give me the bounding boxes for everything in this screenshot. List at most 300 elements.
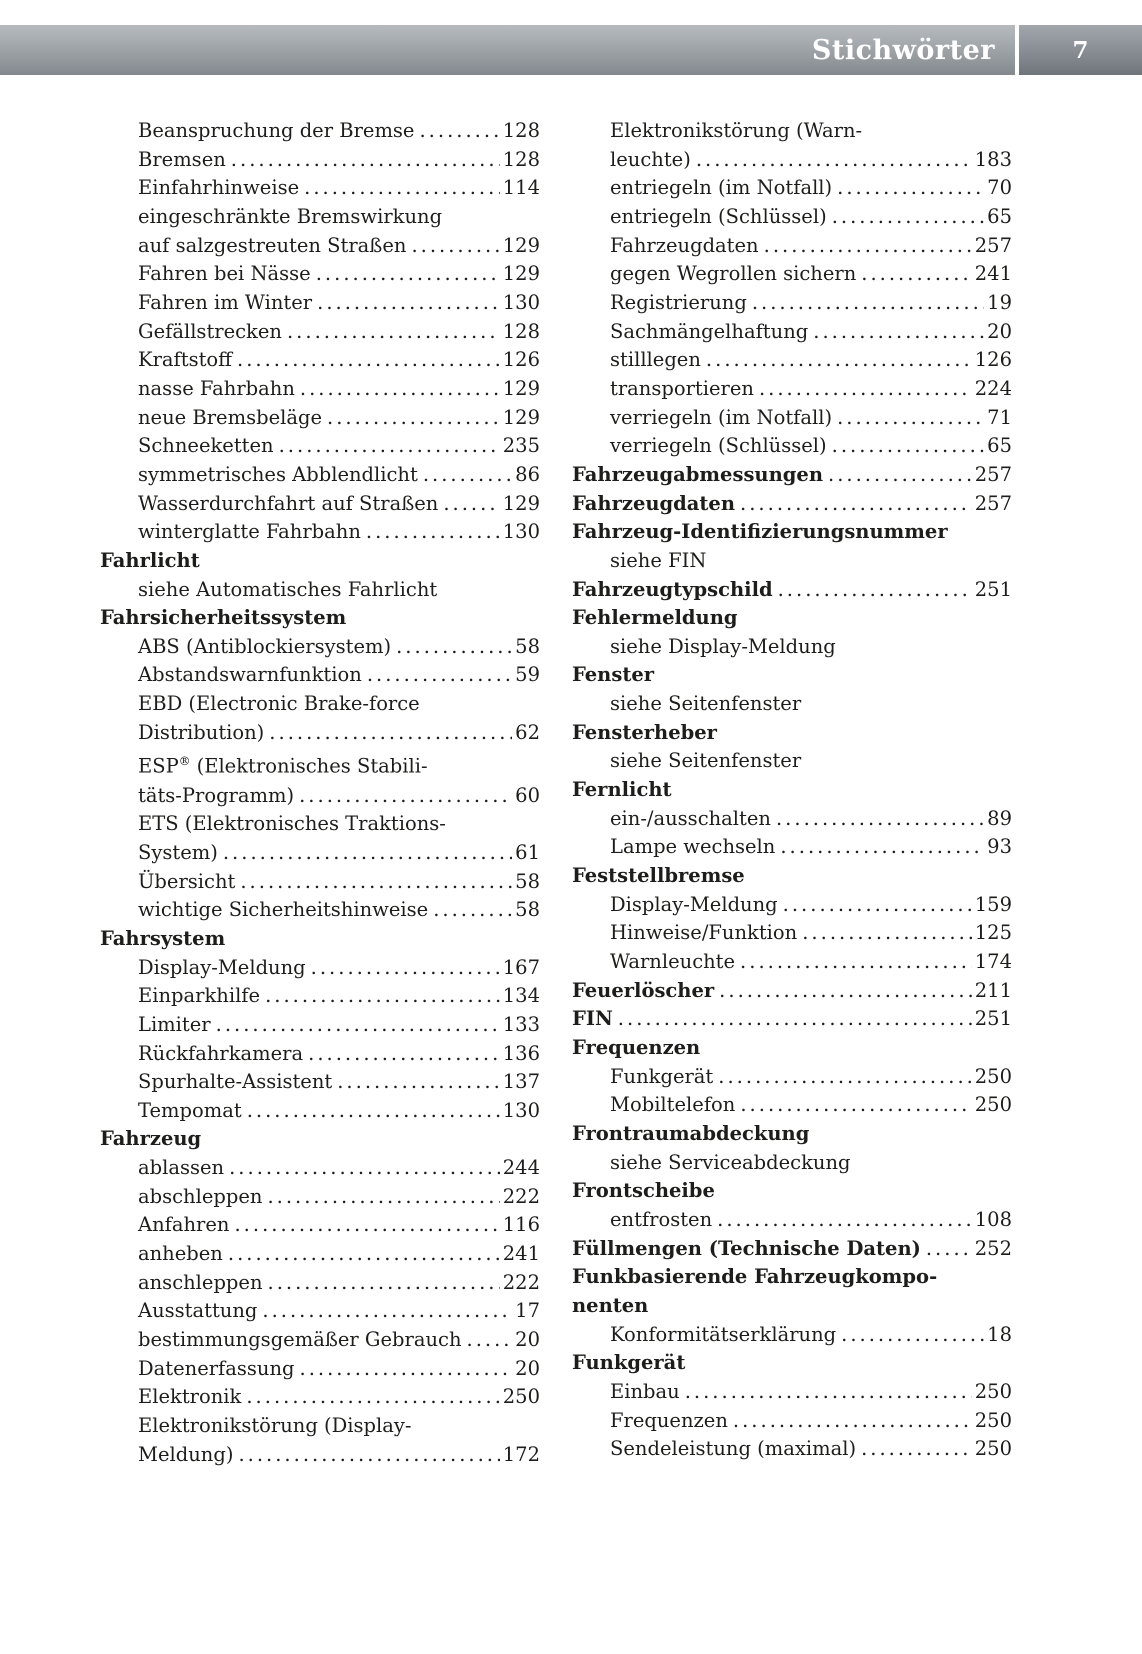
entry-label: täts-Programm) [138, 783, 295, 807]
entry-label: Bremsen [138, 147, 226, 171]
index-entry [572, 805, 1012, 834]
entry-page-number: 128 [502, 319, 540, 343]
entry-label: siehe FIN [610, 548, 707, 572]
index-entry [572, 203, 1012, 232]
entry-line [610, 1378, 1012, 1407]
entry-page-number: 222 [502, 1184, 540, 1208]
index-entry [100, 146, 540, 175]
dot-leader [740, 490, 972, 519]
entry-label: Meldung) [138, 1442, 234, 1466]
dot-leader [238, 1441, 499, 1470]
entry-label-line1: ESP® (Elektronisches Stabili- [138, 754, 428, 778]
index-entry [100, 982, 540, 1011]
index-entry [572, 375, 1012, 404]
entry-page-number: 108 [974, 1207, 1012, 1231]
entry-label: symmetrisches Abblendlicht [138, 462, 418, 486]
entry-line-1 [138, 203, 540, 232]
entry-page-number: 167 [502, 955, 540, 979]
entry-page-number: 250 [502, 1385, 540, 1409]
index-entry [572, 891, 1012, 920]
entry-label: verriegeln (im Notfall) [610, 405, 833, 429]
index-heading [100, 547, 540, 576]
dot-leader [740, 1091, 971, 1120]
index-heading [100, 604, 540, 633]
entry-label: Gefällstrecken [138, 319, 282, 343]
entry-line [610, 805, 1012, 834]
entry-page-number: 116 [502, 1213, 540, 1237]
dot-leader [228, 1240, 500, 1269]
entry-line [610, 1206, 1012, 1235]
header-title-section [0, 25, 1015, 75]
entry-line [138, 633, 540, 662]
dot-leader [300, 375, 500, 404]
entry-line [138, 868, 540, 897]
index-entry [572, 318, 1012, 347]
dot-leader [717, 1206, 972, 1235]
index-crossref [572, 547, 1012, 576]
entry-line [610, 318, 1012, 347]
entry-line [610, 690, 1012, 719]
dot-leader [311, 954, 500, 983]
entry-line [610, 146, 1012, 175]
dot-leader [685, 1378, 972, 1407]
entry-line [610, 747, 1012, 776]
dot-leader [783, 891, 972, 920]
index-heading [572, 1349, 1012, 1378]
dot-leader [287, 318, 500, 347]
entry-line [572, 719, 1012, 748]
entry-line [610, 203, 1012, 232]
dot-leader [267, 1183, 499, 1212]
entry-line [138, 318, 540, 347]
entry-label: Schneeketten [138, 434, 274, 458]
entry-label: anheben [138, 1242, 223, 1266]
entry-line [138, 1383, 540, 1412]
index-entry [100, 203, 540, 260]
entry-line [138, 117, 540, 146]
entry-label: Display-Meldung [610, 892, 778, 916]
entry-line [138, 232, 540, 261]
entry-page-number: 211 [974, 978, 1012, 1002]
dot-leader [802, 919, 972, 948]
entry-label: siehe Seitenfenster [610, 692, 802, 716]
dot-leader [443, 490, 499, 519]
index-entry [100, 1412, 540, 1469]
index-heading [572, 461, 1012, 490]
dot-leader [247, 1097, 500, 1126]
entry-page-number: 20 [515, 1328, 540, 1352]
entry-label: Füllmengen (Technische Daten) [572, 1236, 921, 1260]
entry-label: Feuerlöscher [572, 978, 715, 1002]
index-entry [572, 289, 1012, 318]
entry-line [610, 833, 1012, 862]
entry-line-1 [138, 810, 540, 839]
entry-line [572, 576, 1012, 605]
entry-line-1 [610, 117, 1012, 146]
entry-page-number: 58 [515, 898, 540, 922]
entry-page-number: 86 [515, 462, 540, 486]
index-content [100, 117, 1012, 1469]
entry-page-number: 89 [987, 806, 1012, 830]
entry-label: Fahrzeug [100, 1127, 202, 1151]
entry-page-number: 250 [974, 1379, 1012, 1403]
entry-label: Mobiltelefon [610, 1093, 736, 1117]
entry-label: Fahrlicht [100, 548, 200, 572]
entry-label: Fenster [572, 663, 655, 687]
entry-label: Fehlermeldung [572, 606, 738, 630]
entry-line [610, 1321, 1012, 1350]
entry-label: auf salzgestreuten Straßen [138, 233, 407, 257]
entry-line [138, 461, 540, 490]
entry-page-number: 20 [987, 319, 1012, 343]
entry-label: entriegeln (im Notfall) [610, 176, 833, 200]
entry-line [138, 174, 540, 203]
entry-page-number: 71 [987, 405, 1012, 429]
entry-label: Fahren bei Nässe [138, 262, 311, 286]
entry-label-line1: eingeschränkte Bremswirkung [138, 204, 443, 228]
entry-page-number: 241 [974, 262, 1012, 286]
index-heading [572, 1235, 1012, 1264]
index-heading [572, 776, 1012, 805]
entry-label: Sachmängelhaftung [610, 319, 809, 343]
index-entry [572, 1206, 1012, 1235]
dot-leader [265, 982, 500, 1011]
entry-label-line1: EBD (Electronic Brake-force [138, 692, 420, 716]
entry-page-number: 58 [515, 869, 540, 893]
dot-leader [740, 948, 972, 977]
entry-label: Distribution) [138, 720, 265, 744]
entry-label: entfrosten [610, 1207, 713, 1231]
entry-label: siehe Automatisches Fahrlicht [138, 577, 438, 601]
entry-page-number: 58 [515, 634, 540, 658]
dot-leader [718, 1063, 971, 1092]
entry-label: Einbau [610, 1379, 680, 1403]
index-heading [572, 1263, 1012, 1320]
index-entry [572, 117, 1012, 174]
entry-page-number: 20 [515, 1356, 540, 1380]
dot-leader [411, 232, 499, 261]
entry-page-number: 251 [974, 577, 1012, 601]
index-entry [100, 318, 540, 347]
entry-label: Funkgerät [610, 1064, 714, 1088]
entry-label: Anfahren [138, 1213, 230, 1237]
entry-line [610, 1063, 1012, 1092]
index-entry [100, 375, 540, 404]
entry-page-number: 250 [974, 1408, 1012, 1432]
index-entry [100, 1240, 540, 1269]
entry-page-number: 159 [974, 892, 1012, 916]
entry-line [610, 633, 1012, 662]
entry-line [138, 954, 540, 983]
dot-leader [246, 1383, 499, 1412]
entry-line [138, 404, 540, 433]
entry-line [138, 260, 540, 289]
entry-label: FIN [572, 1007, 613, 1031]
entry-page-number: 134 [502, 984, 540, 1008]
index-heading [572, 977, 1012, 1006]
dot-leader [841, 1321, 984, 1350]
entry-label-line1: Funkbasierende Fahrzeugkompo- [572, 1265, 938, 1289]
entry-label: leuchte) [610, 147, 691, 171]
entry-line [610, 260, 1012, 289]
entry-line [138, 896, 540, 925]
dot-leader [300, 1355, 513, 1384]
entry-label: nasse Fahrbahn [138, 376, 295, 400]
dot-leader [304, 174, 500, 203]
index-entry [100, 432, 540, 461]
entry-label: Display-Meldung [138, 955, 306, 979]
index-crossref [572, 690, 1012, 719]
index-entry [572, 404, 1012, 433]
entry-label: Konformitätserklärung [610, 1322, 837, 1346]
entry-line [138, 146, 540, 175]
entry-line [572, 661, 1012, 690]
dot-leader [861, 260, 972, 289]
entry-label: Frequenzen [610, 1408, 728, 1432]
entry-line [138, 346, 540, 375]
entry-line [572, 1349, 1012, 1378]
entry-line [138, 1326, 540, 1355]
entry-label: bestimmungsgemäßer Gebrauch [138, 1328, 462, 1352]
entry-page-number: 133 [502, 1012, 540, 1036]
entry-page-number: 137 [502, 1070, 540, 1094]
entry-page-number: 250 [974, 1437, 1012, 1461]
page-header [0, 25, 1142, 75]
entry-label: Frontraumabdeckung [572, 1121, 810, 1145]
entry-label: Fahren im Winter [138, 290, 313, 314]
entry-line [138, 432, 540, 461]
dot-leader [832, 432, 985, 461]
dot-leader [299, 782, 512, 811]
entry-line [572, 490, 1012, 519]
entry-page-number: 129 [502, 376, 540, 400]
entry-page-number: 126 [502, 348, 540, 372]
dot-leader [262, 1297, 512, 1326]
index-entry [100, 461, 540, 490]
entry-label: winterglatte Fahrbahn [138, 520, 361, 544]
entry-line [572, 1005, 1012, 1034]
entry-page-number: 19 [987, 290, 1012, 314]
dot-leader [317, 289, 500, 318]
dot-leader [764, 232, 972, 261]
entry-label: Lampe wechseln [610, 835, 776, 859]
dot-leader [223, 839, 512, 868]
dot-leader [778, 576, 972, 605]
index-entry [572, 948, 1012, 977]
entry-label: ablassen [138, 1156, 225, 1180]
entry-page-number: 172 [502, 1442, 540, 1466]
dot-leader [780, 833, 984, 862]
entry-page-number: 257 [974, 491, 1012, 515]
dot-leader [467, 1326, 513, 1355]
entry-page-number: 59 [515, 663, 540, 687]
entry-line [138, 1211, 540, 1240]
entry-label: Funkgerät [572, 1351, 686, 1375]
index-column-left [100, 117, 540, 1469]
index-entry [100, 868, 540, 897]
entry-line [572, 604, 1012, 633]
entry-line [610, 404, 1012, 433]
entry-line [610, 891, 1012, 920]
entry-line-1 [572, 1263, 1012, 1292]
entry-page-number: 257 [974, 462, 1012, 486]
index-entry [572, 833, 1012, 862]
entry-line [138, 1068, 540, 1097]
entry-line [572, 776, 1012, 805]
entry-page-number: 60 [515, 783, 540, 807]
entry-line [610, 432, 1012, 461]
entry-line [610, 1091, 1012, 1120]
registered-mark: ® [178, 754, 191, 769]
entry-page-number: 257 [974, 233, 1012, 257]
index-heading [572, 862, 1012, 891]
entry-page-number: 241 [502, 1242, 540, 1266]
dot-leader [316, 260, 500, 289]
index-heading [572, 719, 1012, 748]
entry-label: Fahrsystem [100, 926, 226, 950]
entry-line [138, 576, 540, 605]
entry-line [610, 547, 1012, 576]
index-entry [100, 633, 540, 662]
dot-leader [861, 1435, 972, 1464]
entry-page-number: 128 [502, 119, 540, 142]
entry-line [138, 719, 540, 748]
index-heading [572, 1120, 1012, 1149]
index-heading [572, 1034, 1012, 1063]
entry-label: Sendeleistung (maximal) [610, 1437, 857, 1461]
entry-line [572, 977, 1012, 1006]
dot-leader [733, 1407, 972, 1436]
index-crossref [572, 1149, 1012, 1178]
entry-line [610, 346, 1012, 375]
dot-leader [696, 146, 972, 175]
entry-label: Warnleuchte [610, 950, 736, 974]
entry-label: Einfahrhinweise [138, 176, 300, 200]
dot-leader [229, 1154, 500, 1183]
entry-label: Frequenzen [572, 1036, 701, 1059]
entry-label: Spurhalte-Assistent [138, 1070, 333, 1094]
index-heading [572, 518, 1012, 547]
entry-line [610, 232, 1012, 261]
entry-line [138, 490, 540, 519]
entry-label: Registrierung [610, 290, 747, 314]
dot-leader [759, 375, 972, 404]
entry-page-number: 251 [974, 1007, 1012, 1031]
entry-label: Übersicht [138, 869, 236, 893]
entry-line [572, 1120, 1012, 1149]
entry-line [572, 1235, 1012, 1264]
index-heading [572, 490, 1012, 519]
entry-line [138, 1297, 540, 1326]
index-heading [100, 1125, 540, 1154]
entry-page-number: 174 [974, 950, 1012, 974]
entry-label-line1: ETS (Elektronisches Traktions- [138, 812, 446, 836]
entry-label: Wasserdurchfahrt auf Straßen [138, 491, 439, 515]
entry-label: Frontscheibe [572, 1179, 715, 1203]
entry-page-number: 93 [987, 835, 1012, 859]
index-entry [100, 1211, 540, 1240]
index-entry [100, 747, 540, 810]
entry-page-number: 62 [515, 720, 540, 744]
entry-label: neue Bremsbeläge [138, 405, 322, 429]
entry-page-number: 130 [502, 290, 540, 314]
entry-label: ein-/ausschalten [610, 806, 771, 830]
index-entry [100, 661, 540, 690]
index-column-right [572, 117, 1012, 1469]
entry-page-number: 17 [515, 1299, 540, 1323]
entry-label: siehe Serviceabdeckung [610, 1150, 851, 1174]
index-entry [100, 1183, 540, 1212]
index-entry [100, 117, 540, 146]
entry-label: Fahrzeugabmessungen [572, 462, 823, 486]
entry-line [610, 1435, 1012, 1464]
index-entry [100, 1154, 540, 1183]
entry-label-line1: Elektronikstörung (Warn- [610, 119, 863, 142]
entry-page-number: 136 [502, 1041, 540, 1065]
entry-line [610, 375, 1012, 404]
entry-line [610, 948, 1012, 977]
entry-page-number: 235 [502, 434, 540, 458]
entry-line [610, 289, 1012, 318]
index-heading [572, 661, 1012, 690]
page-number-cell [1019, 25, 1142, 75]
entry-label: verriegeln (Schlüssel) [610, 434, 827, 458]
index-entry [100, 954, 540, 983]
entry-label: Elektronik [138, 1385, 242, 1409]
entry-label: gegen Wegrollen sichern [610, 262, 857, 286]
index-heading [572, 1005, 1012, 1034]
dot-leader [231, 146, 500, 175]
dot-leader [706, 346, 972, 375]
index-entry [100, 404, 540, 433]
index-entry [572, 1063, 1012, 1092]
entry-line [138, 1011, 540, 1040]
index-entry [100, 1011, 540, 1040]
entry-line [138, 375, 540, 404]
index-heading [572, 604, 1012, 633]
entry-line [138, 1355, 540, 1384]
entry-label: Abstandswarnfunktion [138, 663, 362, 687]
dot-leader [433, 896, 512, 925]
entry-page-number: 128 [502, 147, 540, 171]
entry-label: Fahrzeug-Identifizierungsnummer [572, 520, 948, 544]
entry-label-line1: Elektronikstörung (Display- [138, 1414, 412, 1438]
index-entry [572, 260, 1012, 289]
dot-leader [216, 1011, 500, 1040]
index-entry [100, 1097, 540, 1126]
dot-leader [396, 633, 512, 662]
dot-leader [837, 174, 984, 203]
entry-label: Fernlicht [572, 778, 672, 802]
entry-label: Kraftstoff [138, 348, 233, 372]
index-entry [100, 1068, 540, 1097]
index-entry [100, 690, 540, 747]
dot-leader [926, 1235, 972, 1264]
entry-line-1 [138, 1412, 540, 1441]
entry-line [138, 1040, 540, 1069]
entry-page-number: 125 [974, 921, 1012, 945]
entry-line [610, 174, 1012, 203]
entry-page-number: 250 [974, 1093, 1012, 1117]
dot-leader [419, 117, 499, 146]
entry-line [100, 925, 540, 954]
entry-label: entriegeln (Schlüssel) [610, 204, 827, 228]
index-entry [100, 1383, 540, 1412]
entry-line [572, 862, 1012, 891]
entry-page-number: 114 [502, 176, 540, 200]
dot-leader [237, 346, 500, 375]
index-crossref [572, 633, 1012, 662]
